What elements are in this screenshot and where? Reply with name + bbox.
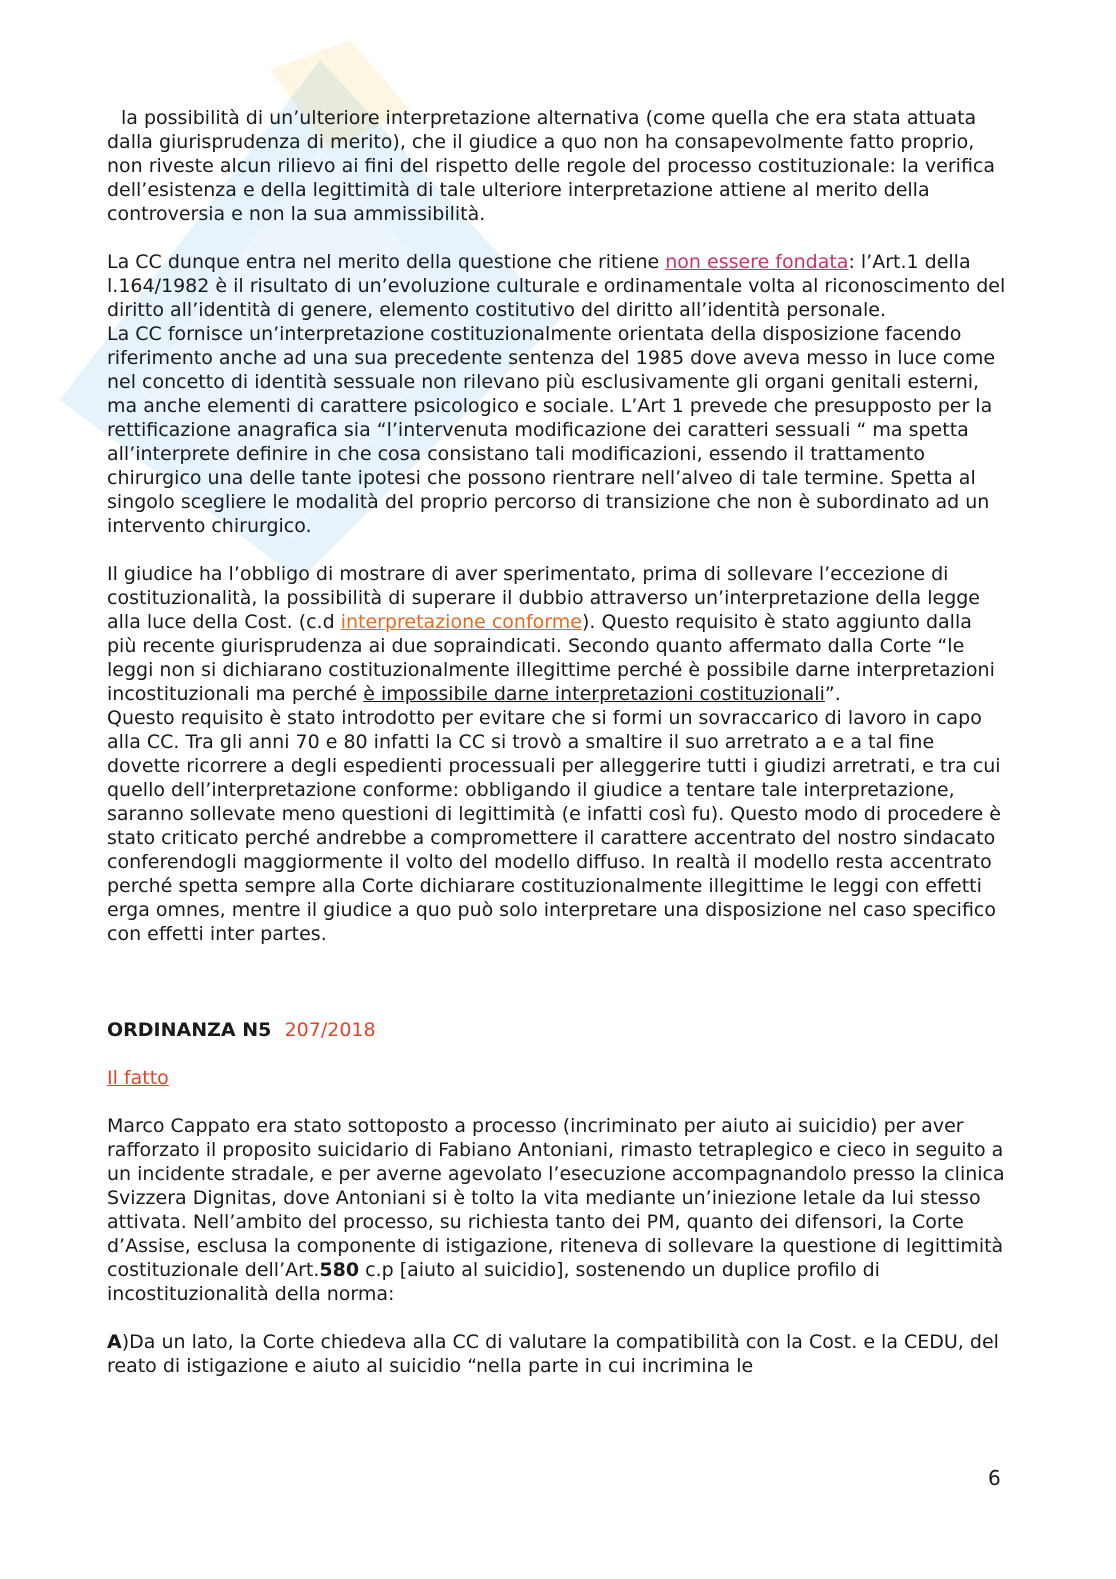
section-heading: ORDINANZA N5 207/2018 — [107, 1019, 376, 1041]
paragraph-7: A)Da un lato, la Corte chiedeva alla CC di valutare la compatibilità con la Cost. e la CEDU, del reato di istigazione e aiuto al suicidio “nella parte in cui incrimina le — [107, 1331, 999, 1377]
page-number: 6 — [988, 1466, 1001, 1490]
underlined-quote: è impossibile darne interpretazioni costituzionali — [363, 683, 825, 705]
paragraph-5: Questo requisito è stato introdotto per evitare che si formi un sovraccarico di lavoro in capo alla CC. Tra gli anni 70 e 80 infatti la CC si trovò a smaltire il suo arretrato a e a tal fine dovette ricorrere a degli espedienti processuali per alleggerire tutti i giudizi arretrati, e tra cui quello dell’interpretazione conforme: obbligando il giudice a tentare tale interpretazione, saranno sollevate meno questioni di legittimità (e infatti così fu). Questo modo di procedere è stato criticato perché andrebbe a compromettere il carattere accentrato del nostro sindacato conferendogli maggiormente il volto del modello diffuso. In realtà il modello resta accentrato perché spetta sempre alla Corte dichiarare costituzionalmente illegittime le leggi con effetti erga omnes, mentre il giudice a quo può solo interpretare una disposizione nel caso specifico con effetti inter partes. — [107, 707, 1001, 945]
paragraph-1: la possibilità di un’ulteriore interpretazione alternativa (come quella che era stata attuata dalla giurisprudenza di merito), che il giudice a quo non ha consapevolmente fatto proprio, non riveste alcun rilievo ai fini del rispetto delle regole del processo costituzionale: la verifica dell’esistenza e della legittimità di tale ulteriore interpretazione attiene al merito della controversia e non la sua ammissibilità. — [107, 107, 996, 225]
paragraph-6: Marco Cappato era stato sottoposto a processo (incriminato per aiuto ai suicidio) per aver rafforzato il proposito suicidario di Fabiano Antoniani, rimasto tetraplegico e cieco in seguito a un incidente stradale, e per averne agevolato l’esecuzione accompagnandolo presso la clinica Svizzera Dignitas, dove Antoniani si è tolto la vita mediante un’iniezione letale da lui stesso attivata. Nell’ambito del processo, su richiesta tanto dei PM, quanto dei difensori, la Corte d’Assise, esclusa la componente di istigazione, riteneva di sollevare la questione di legittimità costituzionale dell’Art.580 c.p [aiuto al suicidio], sostenendo un duplice profilo di incostituzionalità della norma: — [107, 1115, 1005, 1305]
document-body — [107, 106, 1007, 1378]
subheading-fatto — [107, 1066, 1007, 1090]
paragraph-4: Il giudice ha l’obbligo di mostrare di aver sperimentato, prima di sollevare l’eccezione di costituzionalità, la possibilità di superare il dubbio attraverso un’interpretazione della legge alla luce della Cost. (c.d interpretazione conforme). Questo requisito è stato aggiunto dalla più recente giurisprudenza ai due sopraindicati. Secondo quanto affermato dalla Corte “le leggi non si dichiarano costituzionalmente illegittime perché è possibile darne interpretazioni incostituzionali ma perché è impossibile darne interpretazioni costituzionali”. — [107, 563, 995, 705]
link-il-fatto[interactable]: Il fatto — [107, 1067, 169, 1089]
link-interpretazione-conforme[interactable]: interpretazione conforme — [340, 611, 582, 633]
paragraph-2: La CC dunque entra nel merito della questione che ritiene non essere fondata: l’Art.1 della l.164/1982 è il risultato di un’evoluzione culturale e ordinamentale volta al riconoscimento del diritto all’identità di genere, elemento costitutivo del diritto all’identità personale. — [107, 251, 1006, 321]
ordinance-number: 207/2018 — [284, 1019, 376, 1041]
link-non-essere-fondata[interactable]: non essere fondata — [665, 251, 849, 273]
paragraph-3: La CC fornisce un’interpretazione costituzionalmente orientata della disposizione facendo riferimento anche ad una sua precedente sentenza del 1985 dove aveva messo in luce come nel concetto di identità sessuale non rilevano più esclusivamente gli organi genitali esterni, ma anche elementi di carattere psicologico e sociale. L’Art 1 prevede che presupposto per la rettificazione anagrafica sia “l’intervenuta modificazione dei caratteri sessuali “ ma spetta all’interprete definire in che cosa consistano tali modificazioni, essendo il trattamento chirurgico una delle tante ipotesi che possono rientrare nell’alveo di tale termine. Spetta al singolo scegliere le modalità del proprio percorso di transizione che non è subordinato ad un intervento chirurgico. — [107, 323, 996, 537]
